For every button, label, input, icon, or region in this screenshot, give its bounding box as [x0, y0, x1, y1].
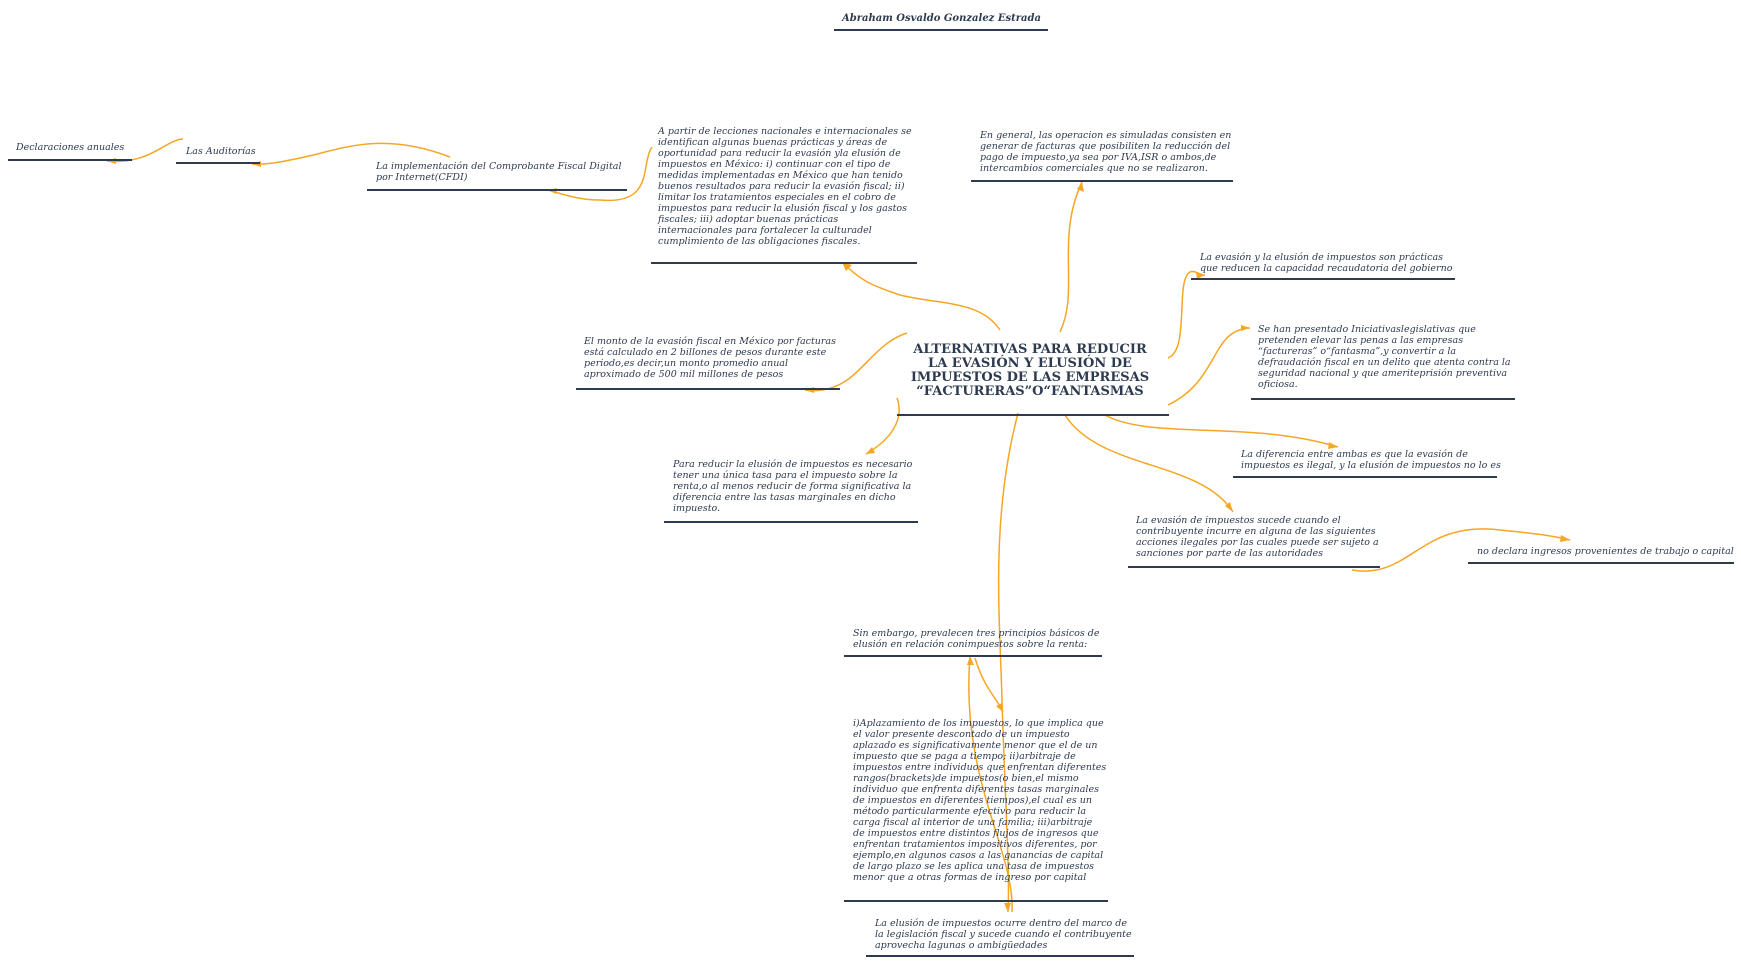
- author-name: Abraham Osvaldo Gonzalez Estrada: [842, 13, 1041, 24]
- arrowhead-diferencia: [1328, 442, 1338, 449]
- node-no-declara[interactable]: no declara ingresos provenientes de trabajo o capital: [1477, 546, 1734, 557]
- node-operaciones-underline: [971, 180, 1233, 182]
- node-practicas[interactable]: La evasión y la elusión de impuestos son prácticas que reducen la capacidad recaudatoria del gobierno: [1200, 252, 1453, 274]
- node-aplazamiento[interactable]: i)Aplazamiento de los impuestos, lo que implica que el valor presente descontado de un impuesto aplazado es significativamente menor que el de un impuesto que se paga a tiempo; ii)arbitraje de impuestos entre individuos que enfrentan diferentes rangos(brackets)de impuestos(o bien,el mismo individuo que enfrenta diferentes tasas marginales de impuestos en diferentes tiempos),el cual es un método particularmente efectivo para reducir la carga fiscal al interior de una familia; iii)arbitraje de impuestos entre distintos flujos de ingresos que enfrentan tratamientos impositivos diferentes, por ejemplo,en algunos casos a las ganancias de capital de largo plazo se les aplica una tasa de impuestos menor que a otras formas de ingreso por capital: [853, 718, 1107, 883]
- node-tasa-unica-underline: [664, 521, 918, 523]
- node-iniciativas[interactable]: Se han presentado Iniciativaslegislativas que pretenden elevar las penas a las empresas “factureras” o“fantasma”,y convertir a la defraudación fiscal en un delito que atenta contra la seguridad nacional y que ameriteprisión preventiva oficiosa.: [1258, 324, 1511, 390]
- node-lecciones[interactable]: A partir de lecciones nacionales e internacionales se identifican algunas buenas prácticas y áreas de oportunidad para reducir la evasión yla elusión de impuestos en México: i) continuar con el tipo de medidas implementadas en México que han tenido buenos resultados para reducir la evasión fiscal; ii) limitar los tratamientos especiales en el cobro de impuestos para reducir la elusión fiscal y los gastos fiscales; iii) adoptar buenas prácticas internacionales para fortalecer la culturadel cumplimiento de las obligaciones fiscales.: [658, 126, 912, 247]
- link-central-iniciativas: [1168, 328, 1250, 405]
- node-aplazamiento-underline: [844, 900, 1108, 902]
- arrowhead-elusion: [1004, 903, 1011, 912]
- link-central-lecciones: [842, 262, 1000, 330]
- link-central-practicas: [1168, 272, 1205, 358]
- node-declaraciones-underline: [8, 159, 132, 161]
- arrowhead-principios: [967, 656, 974, 665]
- node-evasion-sucede-underline: [1128, 566, 1380, 568]
- node-elusion-ocurre-underline: [866, 955, 1134, 957]
- node-no-declara-underline: [1468, 562, 1734, 564]
- author-underline: [834, 29, 1048, 31]
- node-principios[interactable]: Sin embargo, prevalecen tres principios básicos de elusión en relación conimpuestos sobre la renta:: [853, 628, 1100, 650]
- link-central-operaciones: [1060, 182, 1082, 332]
- central-topic-underline: [897, 414, 1169, 416]
- node-operaciones-simuladas[interactable]: En general, las operacion es simuladas consisten en generar de facturas que posibiliten la reducción del pago de impuesto,ya sea por IVA,ISR o ambos,de intercambios comerciales que no se realizaron.: [980, 130, 1232, 174]
- node-monto-evasion[interactable]: El monto de la evasión fiscal en México por facturas está calculado en 2 billones de pesos durante este periodo,es decir,un monto promedio anual aproximado de 500 mil millones de pesos: [584, 336, 836, 380]
- node-declaraciones-anuales[interactable]: Declaraciones anuales: [16, 142, 125, 153]
- node-iniciativas-underline: [1251, 398, 1515, 400]
- node-lecciones-underline: [651, 262, 917, 264]
- node-auditorias[interactable]: Las Auditorías: [186, 146, 256, 157]
- link-central-diferencia: [1105, 415, 1338, 447]
- node-practicas-underline: [1191, 278, 1455, 280]
- arrowhead-nodeclara: [1560, 535, 1570, 542]
- node-elusion-ocurre[interactable]: La elusión de impuestos ocurre dentro del marco de la legislación fiscal y sucede cuando el contribuyente aprovecha lagunas o ambigüedades: [875, 918, 1132, 951]
- node-monto-underline: [576, 388, 840, 390]
- arrowhead-iniciativas: [1241, 325, 1250, 331]
- link-central-tasa: [866, 398, 899, 454]
- arrowhead-tasa: [866, 447, 875, 454]
- node-tasa-unica[interactable]: Para reducir la elusión de impuestos es necesario tener una única tasa para el impuesto sobre la renta,o al menos reducir de forma significativa la diferencia entre las tasas marginales en dicho impuesto.: [673, 459, 913, 514]
- link-principios-aplazamiento: [975, 658, 1003, 712]
- node-auditorias-underline: [176, 162, 260, 164]
- node-cfdi-underline: [367, 189, 627, 191]
- node-cfdi[interactable]: La implementación del Comprobante Fiscal Digital por Internet(CFDI): [376, 161, 622, 183]
- central-topic[interactable]: ALTERNATIVAS PARA REDUCIR LA EVASIÓN Y ELUSIÓN DE IMPUESTOS DE LAS EMPRESAS “FACTURERAS”O“FANTASMAS: [910, 342, 1150, 399]
- node-principios-underline: [844, 655, 1102, 657]
- node-evasion-sucede[interactable]: La evasión de impuestos sucede cuando el contribuyente incurre en alguna de las siguientes acciones ilegales por las cuales puede ser sujeto a sanciones por parte de las autoridades: [1136, 515, 1379, 559]
- arrowhead-aplazamiento: [996, 703, 1003, 712]
- node-diferencia-underline: [1233, 476, 1497, 478]
- node-diferencia[interactable]: La diferencia entre ambas es que la evasión de impuestos es ilegal, y la elusión de impuestos no lo es: [1241, 449, 1501, 471]
- link-central-evasion: [1065, 415, 1233, 512]
